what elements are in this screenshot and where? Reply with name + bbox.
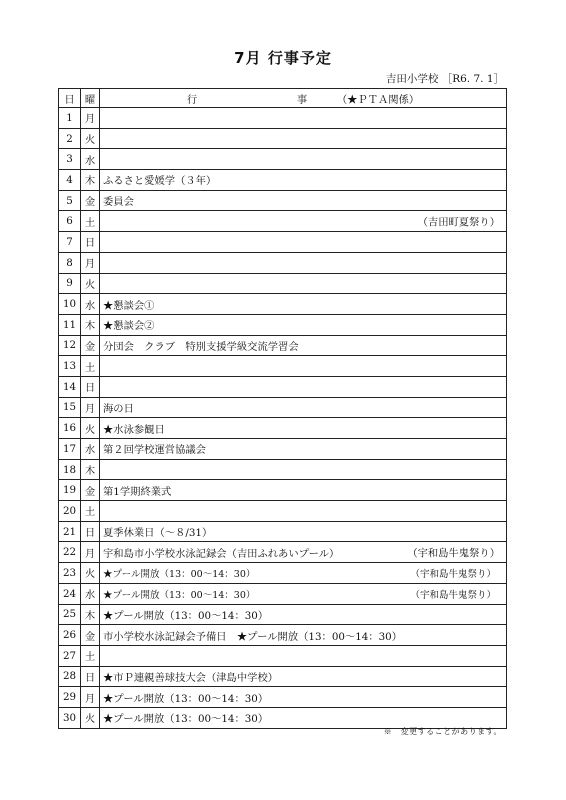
row-day: 21 (59, 521, 81, 542)
row-event (100, 439, 507, 460)
row-event (100, 108, 507, 129)
event-text: 海の日 (103, 402, 134, 415)
row-event (100, 480, 507, 501)
table-row (59, 397, 507, 418)
row-weekday: 金 (81, 625, 100, 646)
row-weekday: 水 (81, 439, 100, 460)
row-day: 1 (59, 108, 81, 129)
table-row (59, 480, 507, 501)
event-text: ★プール開放（13：00～14：30） (103, 568, 256, 580)
row-day: 19 (59, 480, 81, 501)
header-event-a: 行 (186, 93, 198, 106)
row-event (100, 356, 507, 377)
table-row (59, 252, 507, 273)
row-weekday: 水 (81, 583, 100, 604)
row-event (100, 397, 507, 418)
row-event (100, 335, 507, 356)
event-note-right: （宇和島牛鬼祭り） (410, 568, 496, 580)
schedule-table (58, 88, 507, 729)
table-row (59, 563, 507, 584)
row-day: 18 (59, 459, 81, 480)
table-row (59, 211, 507, 232)
row-day: 22 (59, 542, 81, 563)
row-day: 5 (59, 190, 81, 211)
row-weekday: 土 (81, 356, 100, 377)
event-note-right: （吉田町夏祭り） (417, 216, 500, 229)
row-weekday: 月 (81, 108, 100, 129)
event-note-right: （宇和島牛鬼祭り） (410, 589, 496, 601)
row-weekday: 金 (81, 190, 100, 211)
row-event (100, 190, 507, 211)
row-day: 30 (59, 707, 81, 728)
row-weekday: 日 (81, 232, 100, 253)
table-row (59, 687, 507, 708)
row-day: 17 (59, 439, 81, 460)
event-text: ★プール開放（13：00～14：30） (103, 609, 269, 622)
event-note-right: （宇和島牛鬼祭り） (407, 547, 500, 560)
row-event (100, 625, 507, 646)
row-day: 23 (59, 563, 81, 584)
table-row (59, 356, 507, 377)
table-row (59, 439, 507, 460)
row-event (100, 294, 507, 315)
row-weekday: 土 (81, 501, 100, 522)
row-event (100, 542, 507, 563)
row-day: 28 (59, 666, 81, 687)
row-event (100, 583, 507, 604)
table-row (59, 459, 507, 480)
row-weekday: 日 (81, 376, 100, 397)
page-title: 7月 行事予定 (234, 49, 332, 67)
row-weekday: 火 (81, 273, 100, 294)
row-event (100, 314, 507, 335)
event-text: ふるさと愛媛学（３年） (103, 175, 217, 188)
header-event-c: （★ＰＴＡ関係） (336, 93, 420, 106)
table-row (59, 666, 507, 687)
row-event (100, 501, 507, 522)
row-day: 4 (59, 170, 81, 191)
table-row (59, 108, 507, 129)
event-text: 宇和島市小学校水泳記録会（吉田ふれあいプール） (103, 547, 340, 560)
row-event (100, 273, 507, 294)
row-day: 10 (59, 294, 81, 315)
row-day: 7 (59, 232, 81, 253)
table-row (59, 294, 507, 315)
row-weekday: 月 (81, 542, 100, 563)
table-row (59, 521, 507, 542)
row-event (100, 149, 507, 170)
table-row (59, 583, 507, 604)
row-day: 26 (59, 625, 81, 646)
row-day: 11 (59, 314, 81, 335)
row-day: 6 (59, 211, 81, 232)
row-event (100, 376, 507, 397)
event-text: ★プール開放（13：00～14：30） (103, 692, 269, 705)
row-weekday: 火 (81, 128, 100, 149)
event-text: ★水泳参観日 (103, 423, 165, 436)
row-event (100, 666, 507, 687)
table-row (59, 128, 507, 149)
row-day: 2 (59, 128, 81, 149)
event-text: 市小学校水泳記録会予備日 ★プール開放（13：00～14：30） (103, 630, 403, 643)
row-event (100, 521, 507, 542)
header-day: 日 (59, 89, 81, 108)
event-text: ★プール開放（13：00～14：30） (103, 589, 256, 601)
row-day: 9 (59, 273, 81, 294)
change-note: ※ 変更することがあります。 (383, 727, 502, 736)
table-row (59, 232, 507, 253)
row-day: 20 (59, 501, 81, 522)
row-weekday: 月 (81, 397, 100, 418)
row-day: 24 (59, 583, 81, 604)
row-event (100, 645, 507, 666)
row-day: 12 (59, 335, 81, 356)
row-weekday: 火 (81, 707, 100, 728)
row-event (100, 211, 507, 232)
header-weekday: 曜 (81, 89, 100, 108)
event-text: ★プール開放（13：00～14：30） (103, 713, 269, 726)
row-event (100, 418, 507, 439)
table-row (59, 335, 507, 356)
table-row (59, 418, 507, 439)
header-event-b: 事 (296, 93, 308, 106)
row-weekday: 木 (81, 314, 100, 335)
row-weekday: 土 (81, 645, 100, 666)
table-row (59, 190, 507, 211)
row-day: 14 (59, 376, 81, 397)
table-row (59, 170, 507, 191)
table-row (59, 604, 507, 625)
table-row (59, 542, 507, 563)
row-event (100, 232, 507, 253)
row-event (100, 604, 507, 625)
row-day: 3 (59, 149, 81, 170)
row-weekday: 金 (81, 335, 100, 356)
row-event (100, 687, 507, 708)
row-weekday: 水 (81, 294, 100, 315)
table-row (59, 273, 507, 294)
row-weekday: 水 (81, 149, 100, 170)
event-text: ★懇談会② (103, 320, 155, 333)
table-row (59, 501, 507, 522)
row-weekday: 木 (81, 604, 100, 625)
row-day: 29 (59, 687, 81, 708)
table-row (59, 314, 507, 335)
row-event (100, 459, 507, 480)
row-day: 27 (59, 645, 81, 666)
row-event (100, 563, 507, 584)
table-header-row (59, 89, 507, 108)
event-text: 委員会 (103, 196, 134, 209)
table-row (59, 376, 507, 397)
table-row (59, 149, 507, 170)
row-weekday: 月 (81, 252, 100, 273)
table-row (59, 625, 507, 646)
row-event (100, 252, 507, 273)
row-weekday: 火 (81, 418, 100, 439)
header-event (100, 89, 507, 108)
row-day: 25 (59, 604, 81, 625)
row-weekday: 木 (81, 170, 100, 191)
event-text: ★懇談会① (103, 299, 155, 312)
event-text: 分団会 クラブ 特別支援学級交流学習会 (103, 340, 299, 353)
row-weekday: 土 (81, 211, 100, 232)
row-weekday: 木 (81, 459, 100, 480)
row-weekday: 金 (81, 480, 100, 501)
row-day: 8 (59, 252, 81, 273)
row-event (100, 170, 507, 191)
row-weekday: 月 (81, 687, 100, 708)
school-and-date: 吉田小学校 ［R6. 7. 1］ (385, 73, 504, 85)
row-weekday: 日 (81, 666, 100, 687)
row-day: 16 (59, 418, 81, 439)
event-text: 夏季休業日（～８/31） (103, 527, 213, 540)
table-row (59, 645, 507, 666)
row-day: 13 (59, 356, 81, 377)
event-text: ★市Ｐ連親善球技大会（津島中学校） (103, 671, 279, 684)
row-weekday: 火 (81, 563, 100, 584)
event-text: 第２回学校運営協議会 (103, 444, 206, 457)
event-text: 第1学期終業式 (103, 485, 172, 498)
row-weekday: 日 (81, 521, 100, 542)
row-day: 15 (59, 397, 81, 418)
row-event (100, 128, 507, 149)
